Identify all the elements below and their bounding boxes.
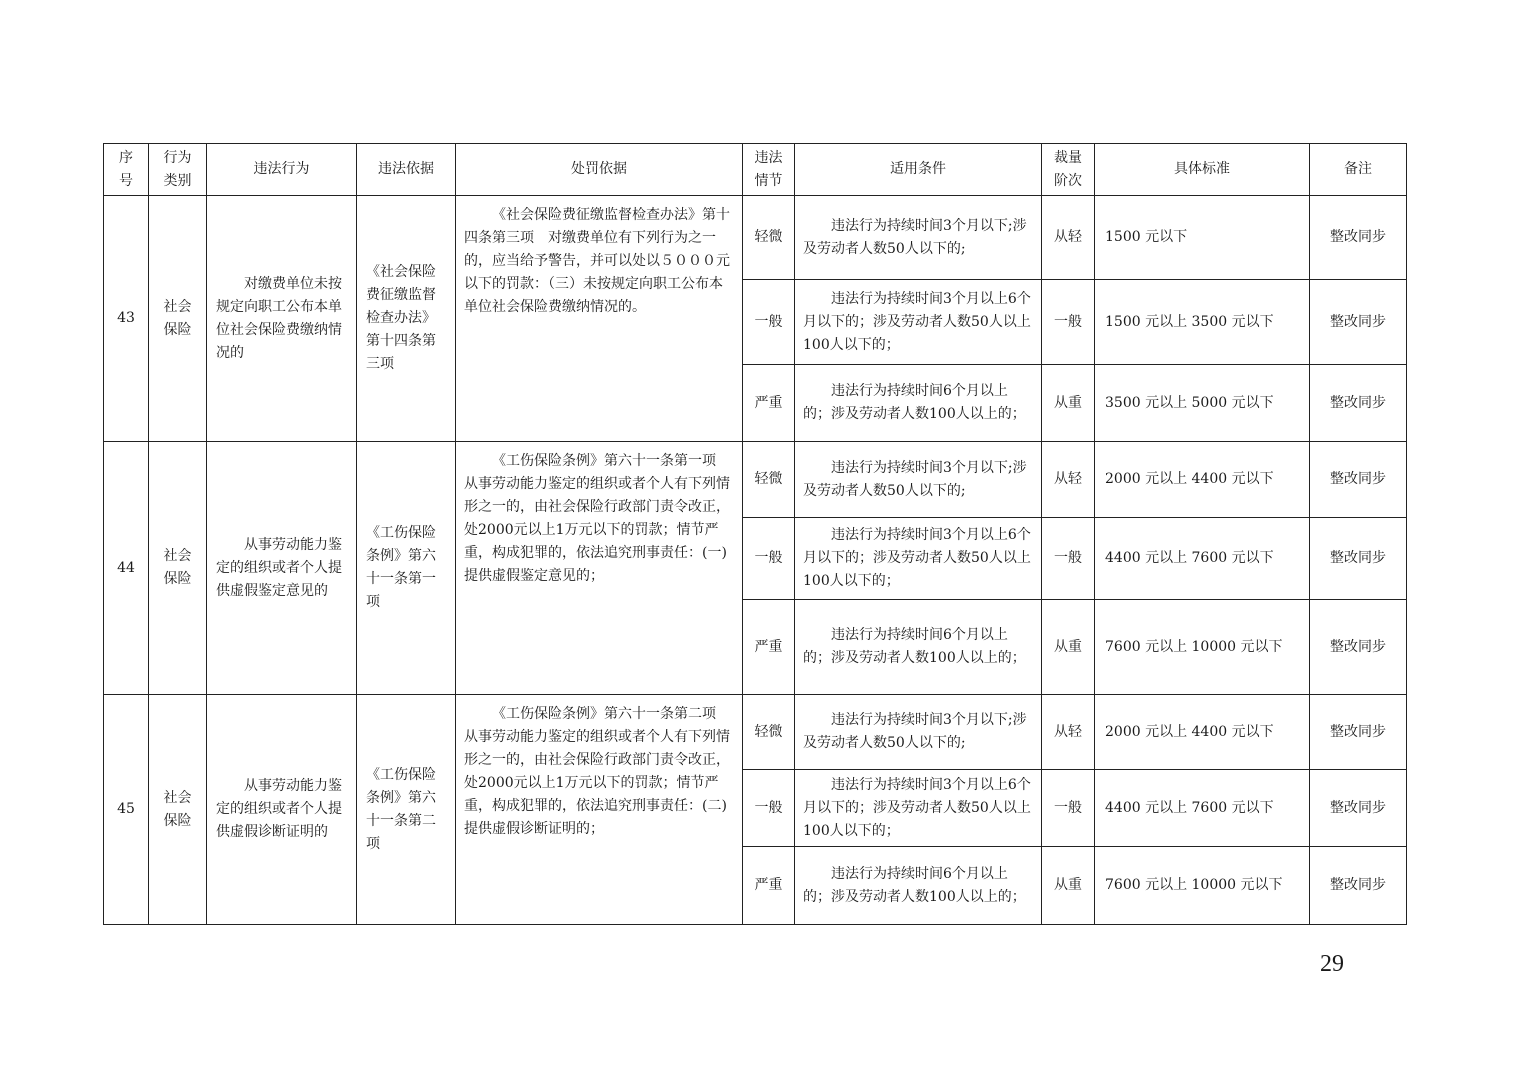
violation-basis-cell: 《工伤保险条例》第六十一条第二项 [357, 695, 456, 925]
header-act: 违法行为 [207, 144, 357, 196]
category-cell: 社会 保险 [149, 695, 207, 925]
discretion-level-cell: 从轻 [1042, 196, 1095, 280]
penalty-standards-table [103, 143, 1407, 925]
penalty-basis-cell: 《工伤保险条例》第六十一条第一项 从事劳动能力鉴定的组织或者个人有下列情形之一的，由社会保险行政部门责令改正，处2000元以上1万元以下的罚款；情节严重，构成犯罪的，依法追究刑事责任：(一)提供虚假鉴定意见的； [456, 442, 743, 695]
category-cell: 社会 保险 [149, 442, 207, 695]
conditions-cell: 违法行为持续时间6个月以上的；涉及劳动者人数100人以上的； [795, 847, 1042, 925]
seq-cell: 44 [104, 442, 149, 695]
act-cell: 对缴费单位未按规定向职工公布本单位社会保险费缴纳情况的 [207, 196, 357, 442]
act-cell: 从事劳动能力鉴定的组织或者个人提供虚假诊断证明的 [207, 695, 357, 925]
conditions-cell: 违法行为持续时间3个月以上6个月以下的；涉及劳动者人数50人以上100人以下的； [795, 770, 1042, 847]
conditions-cell: 违法行为持续时间3个月以上6个月以下的；涉及劳动者人数50人以上100人以下的； [795, 518, 1042, 600]
remarks-cell: 整改同步 [1310, 847, 1407, 925]
seq-cell: 45 [104, 695, 149, 925]
header-seq: 序 号 [104, 144, 149, 196]
severity-cell: 轻微 [743, 196, 795, 280]
standard-cell: 1500 元以上 3500 元以下 [1095, 280, 1310, 365]
standard-cell: 7600 元以上 10000 元以下 [1095, 600, 1310, 695]
conditions-cell: 违法行为持续时间3个月以下;涉及劳动者人数50人以下的; [795, 695, 1042, 770]
remarks-cell: 整改同步 [1310, 600, 1407, 695]
severity-cell: 一般 [743, 280, 795, 365]
severity-cell: 一般 [743, 518, 795, 600]
standard-cell: 4400 元以上 7600 元以下 [1095, 770, 1310, 847]
header-remarks: 备注 [1310, 144, 1407, 196]
remarks-cell: 整改同步 [1310, 695, 1407, 770]
severity-cell: 严重 [743, 847, 795, 925]
violation-basis-cell: 《社会保险费征缴监督检查办法》第十四条第三项 [357, 196, 456, 442]
severity-cell: 严重 [743, 365, 795, 442]
conditions-cell: 违法行为持续时间6个月以上的；涉及劳动者人数100人以上的； [795, 600, 1042, 695]
discretion-level-cell: 从轻 [1042, 442, 1095, 518]
discretion-level-cell: 从轻 [1042, 695, 1095, 770]
violation-basis-cell: 《工伤保险条例》第六十一条第一项 [357, 442, 456, 695]
standard-cell: 3500 元以上 5000 元以下 [1095, 365, 1310, 442]
remarks-cell: 整改同步 [1310, 770, 1407, 847]
remarks-cell: 整改同步 [1310, 442, 1407, 518]
standard-cell: 1500 元以下 [1095, 196, 1310, 280]
header-row [104, 144, 1407, 196]
severity-cell: 一般 [743, 770, 795, 847]
remarks-cell: 整改同步 [1310, 518, 1407, 600]
header-standard: 具体标准 [1095, 144, 1310, 196]
remarks-cell: 整改同步 [1310, 280, 1407, 365]
penalty-basis-cell: 《工伤保险条例》第六十一条第二项 从事劳动能力鉴定的组织或者个人有下列情形之一的，由社会保险行政部门责令改正，处2000元以上1万元以下的罚款；情节严重，构成犯罪的，依法追究刑事责任：(二)提供虚假诊断证明的； [456, 695, 743, 925]
standard-cell: 2000 元以上 4400 元以下 [1095, 695, 1310, 770]
header-category: 行为 类别 [149, 144, 207, 196]
conditions-cell: 违法行为持续时间6个月以上的；涉及劳动者人数100人以上的； [795, 365, 1042, 442]
header-discretion-level: 裁量 阶次 [1042, 144, 1095, 196]
table-row [104, 442, 1407, 518]
discretion-level-cell: 一般 [1042, 770, 1095, 847]
header-severity: 违法 情节 [743, 144, 795, 196]
penalty-basis-cell: 《社会保险费征缴监督检查办法》第十四条第三项 对缴费单位有下列行为之一的，应当给予警告，并可以处以５０００元以下的罚款：（三）未按规定向职工公布本单位社会保险费缴纳情况的。 [456, 196, 743, 442]
severity-cell: 轻微 [743, 442, 795, 518]
seq-cell: 43 [104, 196, 149, 442]
header-violation-basis: 违法依据 [357, 144, 456, 196]
discretion-level-cell: 从重 [1042, 847, 1095, 925]
conditions-cell: 违法行为持续时间3个月以下;涉及劳动者人数50人以下的; [795, 196, 1042, 280]
header-conditions: 适用条件 [795, 144, 1042, 196]
discretion-level-cell: 一般 [1042, 280, 1095, 365]
act-cell: 从事劳动能力鉴定的组织或者个人提供虚假鉴定意见的 [207, 442, 357, 695]
table-row [104, 695, 1407, 770]
table-row [104, 196, 1407, 280]
conditions-cell: 违法行为持续时间3个月以上6个月以下的；涉及劳动者人数50人以上100人以下的； [795, 280, 1042, 365]
header-penalty-basis: 处罚依据 [456, 144, 743, 196]
discretion-level-cell: 一般 [1042, 518, 1095, 600]
discretion-level-cell: 从重 [1042, 600, 1095, 695]
standard-cell: 2000 元以上 4400 元以下 [1095, 442, 1310, 518]
remarks-cell: 整改同步 [1310, 365, 1407, 442]
severity-cell: 轻微 [743, 695, 795, 770]
category-cell: 社会 保险 [149, 196, 207, 442]
standard-cell: 4400 元以上 7600 元以下 [1095, 518, 1310, 600]
remarks-cell: 整改同步 [1310, 196, 1407, 280]
conditions-cell: 违法行为持续时间3个月以下;涉及劳动者人数50人以下的; [795, 442, 1042, 518]
severity-cell: 严重 [743, 600, 795, 695]
standard-cell: 7600 元以上 10000 元以下 [1095, 847, 1310, 925]
page-number: 29 [1320, 951, 1344, 977]
discretion-level-cell: 从重 [1042, 365, 1095, 442]
